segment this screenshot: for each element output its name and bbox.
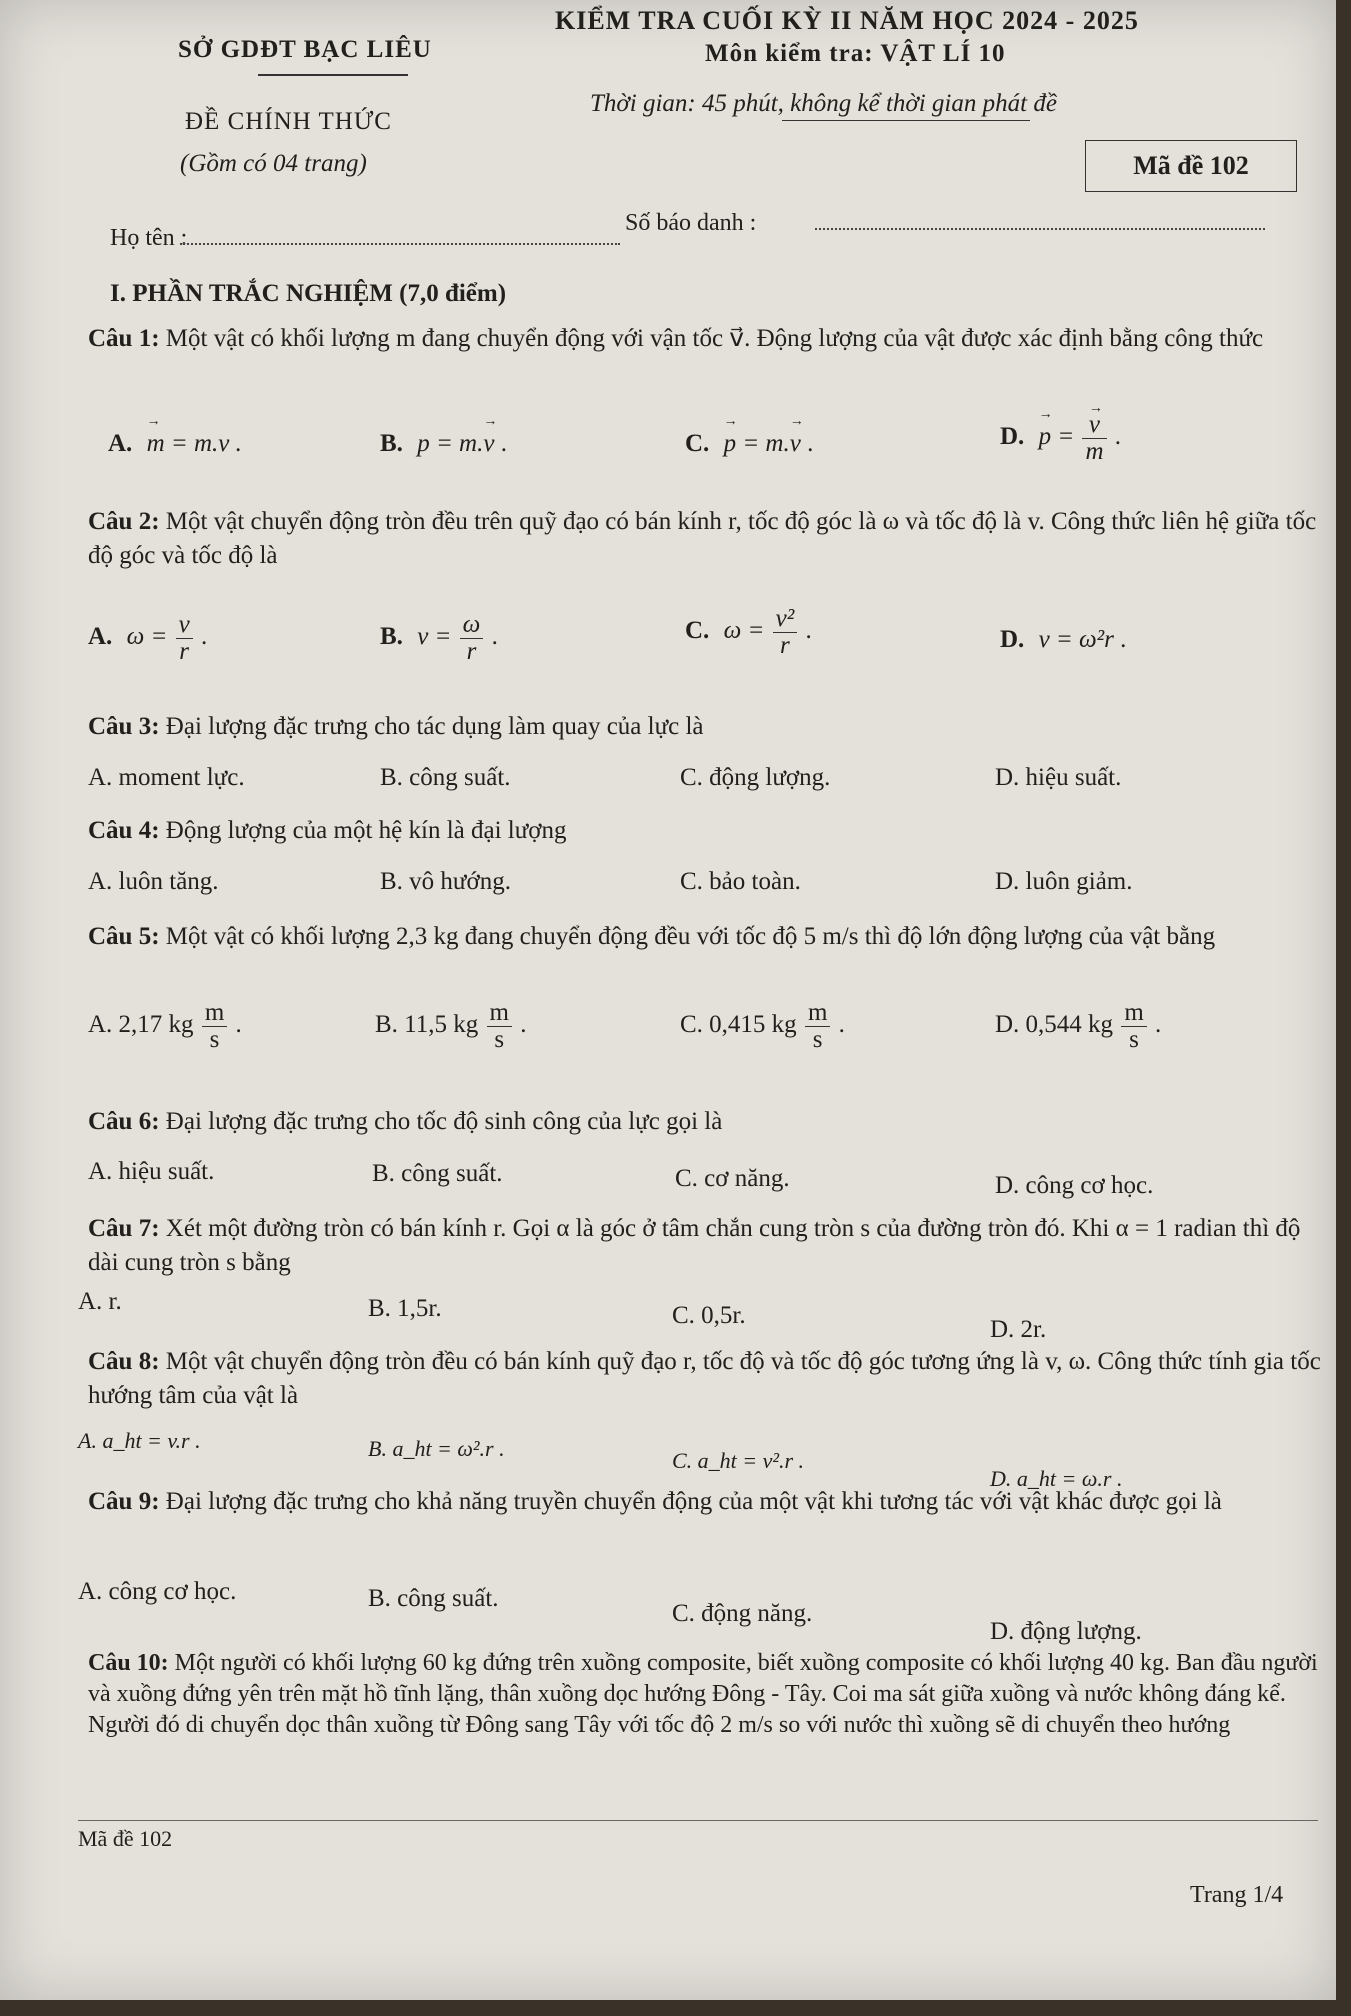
option-value: D. 0,544 kg: [995, 1011, 1114, 1039]
candidate-number-label: Số báo danh :: [625, 210, 757, 236]
q3-option-a[interactable]: A. moment lực.: [88, 764, 245, 791]
q4-option-c[interactable]: C. bảo toàn.: [680, 868, 801, 895]
question-label: Câu 2:: [88, 508, 160, 535]
question-label: Câu 3:: [88, 713, 160, 740]
q3-option-d[interactable]: D. hiệu suất.: [995, 764, 1122, 791]
page-count: (Gồm có 04 trang): [180, 150, 367, 177]
q2-option-b[interactable]: B. v = $\frac{\omega}{r}$ .: [380, 611, 498, 665]
q6-option-d[interactable]: D. công cơ học.: [995, 1172, 1154, 1199]
question-label: Câu 6:: [88, 1108, 160, 1135]
department-name: SỞ GDĐT BẠC LIÊU: [178, 36, 432, 63]
denominator: r: [179, 638, 190, 665]
velocity-vector: → v: [483, 430, 494, 458]
question-text: Động lượng của một hệ kín là đại lượng: [165, 817, 567, 844]
q1-option-d[interactable]: D. → p = → $\frac{v}{m}$ .: [1000, 412, 1121, 465]
denominator: r: [780, 632, 790, 659]
exam-subject: Môn kiểm tra: VẬT LÍ 10: [705, 40, 1006, 67]
question-label: Câu 7:: [88, 1215, 160, 1242]
question-text: Một người có khối lượng 60 kg đứng trên xuồng composite, biết xuồng composite có khối lượng 40 kg. Ban đầu người và xuồng đứng yên trên mặt hồ tĩnh lặng, thân xuồng dọc hướng Đông - Tây. Coi ma sát giữa xuồng và nước không đáng kể. Người đó di chuyển dọc thân xuồng từ Đông sang Tây với tốc độ 2 m/s so với nước thì xuồng sẽ di chuyển theo hướng: [88, 1650, 1318, 1738]
name-field: [180, 243, 620, 245]
exam-code-box: [1085, 140, 1297, 192]
q9-option-d[interactable]: D. động lượng.: [990, 1618, 1142, 1645]
question-5: [88, 920, 1333, 954]
option-value: C. 0,415 kg: [680, 1011, 797, 1039]
q8-option-b[interactable]: B. a_ht = ω².r .: [368, 1436, 505, 1461]
option-label: C.: [685, 430, 710, 457]
option-label: A.: [88, 623, 113, 651]
q1-option-c[interactable]: C. → p = m.→ v .: [685, 430, 813, 458]
q6-option-c[interactable]: C. cơ năng.: [675, 1165, 790, 1192]
q7-option-b[interactable]: B. 1,5r.: [368, 1295, 442, 1322]
question-text: Một vật chuyển động tròn đều trên quỹ đạo có bán kính r, tốc độ góc là ω và tốc độ là v. Công thức liên hệ giữa tốc độ góc và tốc độ là: [88, 508, 1317, 569]
numerator: m: [805, 1000, 830, 1027]
exam-title: KIỂM TRA CUỐI KỲ II NĂM HỌC 2024 - 2025: [555, 6, 1139, 35]
question-6: [88, 1105, 1333, 1139]
option-label: D.: [1000, 626, 1025, 653]
question-2: [88, 505, 1333, 573]
question-text: Đại lượng đặc trưng cho tác dụng làm quay của lực là: [165, 713, 704, 740]
q2-option-c[interactable]: C. ω = $\frac{\text{v²}}{r}$ .: [685, 605, 812, 659]
numerator: m: [1121, 1000, 1146, 1027]
question-7: [88, 1212, 1333, 1280]
question-label: Câu 4:: [88, 817, 160, 844]
question-9: [88, 1485, 1333, 1519]
question-text: Xét một đường tròn có bán kính r. Gọi α là góc ở tâm chắn cung tròn s của đường tròn đó. Khi α = 1 radian thì độ dài cung tròn s bằng: [88, 1215, 1301, 1276]
option-value: B. 11,5 kg: [375, 1011, 479, 1039]
section-title: I. PHẦN TRẮC NGHIỆM (7,0 điểm): [110, 280, 507, 307]
q8-option-d[interactable]: D. a_ht = ω.r .: [990, 1466, 1123, 1491]
q5-option-a[interactable]: A. 2,17 kg $\frac{m}{s}$ .: [88, 999, 242, 1053]
q5-option-b[interactable]: B. 11,5 kg $\frac{m}{s}$ .: [375, 999, 527, 1053]
q2-option-d[interactable]: D. v = ω²r .: [1000, 626, 1127, 653]
q8-option-a[interactable]: A. a_ht = v.r .: [78, 1428, 201, 1453]
question-label: Câu 8:: [88, 1348, 160, 1375]
question-label: Câu 5:: [88, 923, 160, 950]
denominator: s: [209, 1026, 220, 1053]
q7-option-d[interactable]: D. 2r.: [990, 1316, 1047, 1343]
exam-time: Thời gian: 45 phút, không kể thời gian phát đề: [590, 90, 1057, 117]
question-label: Câu 1:: [88, 325, 160, 352]
option-label: A.: [108, 430, 133, 457]
question-text: Một vật có khối lượng 2,3 kg đang chuyển động đều với tốc độ 5 m/s thì độ lớn động lượng của vật bằng: [165, 923, 1216, 950]
q3-option-b[interactable]: B. công suất.: [380, 764, 511, 791]
footer-divider: [78, 1820, 1318, 1821]
q5-option-d[interactable]: D. 0,544 kg $\frac{m}{s}$ .: [995, 999, 1162, 1053]
formula: ω²r: [1079, 626, 1114, 653]
time-underline: [782, 120, 1030, 121]
department-underline: [258, 74, 408, 76]
denominator: m: [1085, 438, 1104, 465]
question-8: [88, 1345, 1333, 1413]
momentum-vector: → m: [147, 430, 165, 458]
official-label: ĐỀ CHÍNH THỨC: [185, 108, 392, 135]
q6-option-a[interactable]: A. hiệu suất.: [88, 1158, 215, 1185]
q6-option-b[interactable]: B. công suất.: [372, 1160, 503, 1187]
question-text: Một vật có khối lượng m đang chuyển động với vận tốc v⃗. Động lượng của vật được xác định bằng công thức: [165, 325, 1264, 352]
q3-option-c[interactable]: C. động lượng.: [680, 764, 831, 791]
question-text: Đại lượng đặc trưng cho tốc độ sinh công của lực gọi là: [165, 1108, 723, 1135]
q9-option-a[interactable]: A. công cơ học.: [78, 1578, 237, 1605]
denominator: s: [1129, 1026, 1139, 1053]
question-10: [88, 1648, 1333, 1741]
q4-option-d[interactable]: D. luôn giảm.: [995, 868, 1133, 895]
option-label: C.: [685, 617, 710, 645]
numerator: v: [176, 612, 193, 639]
numerator: m: [487, 1000, 512, 1027]
numerator: v²: [773, 606, 798, 633]
denominator: s: [812, 1026, 823, 1053]
q8-option-c[interactable]: C. a_ht = v².r .: [672, 1448, 805, 1473]
option-label: D.: [1000, 423, 1025, 451]
question-3: [88, 710, 1333, 744]
q1-option-b[interactable]: B. p = m.→ v .: [380, 430, 507, 458]
numerator: ω: [460, 612, 484, 639]
q9-option-b[interactable]: B. công suất.: [368, 1585, 499, 1612]
q1-option-a[interactable]: A. → m = m.v .: [108, 430, 242, 458]
q7-option-c[interactable]: C. 0,5r.: [672, 1302, 746, 1329]
question-label: Câu 9:: [88, 1488, 160, 1515]
option-label: B.: [380, 623, 403, 651]
q9-option-c[interactable]: C. động năng.: [672, 1600, 813, 1627]
q5-option-c[interactable]: C. 0,415 kg $\frac{m}{s}$ .: [680, 999, 845, 1053]
candidate-number-field: [815, 228, 1265, 230]
denominator: s: [494, 1026, 505, 1053]
exam-code: Mã đề 102: [1133, 151, 1249, 180]
question-4: [88, 814, 1333, 848]
footer-exam-code: Mã đề 102: [78, 1826, 173, 1851]
question-1: [88, 322, 1333, 356]
q4-option-a[interactable]: A. luôn tăng.: [88, 868, 219, 895]
q4-option-b[interactable]: B. vô hướng.: [380, 868, 511, 895]
name-label: Họ tên :: [110, 225, 188, 251]
page-number: Trang 1/4: [1190, 1882, 1284, 1908]
option-label: B.: [380, 430, 403, 457]
option-value: A. 2,17 kg: [88, 1011, 194, 1039]
q7-option-a[interactable]: A. r.: [78, 1288, 122, 1315]
question-text: Một vật chuyển động tròn đều có bán kính quỹ đạo r, tốc độ và tốc độ góc tương ứng là v, ω. Công thức tính gia tốc hướng tâm của vật là: [88, 1348, 1321, 1409]
question-text: Đại lượng đặc trưng cho khả năng truyền chuyển động của một vật khi tương tác với vật khác được gọi là: [165, 1488, 1222, 1515]
q2-option-a[interactable]: A. ω = $\frac{v}{r}$ .: [88, 611, 208, 665]
question-label: Câu 10:: [88, 1650, 169, 1676]
numerator: m: [202, 1000, 227, 1027]
denominator: r: [466, 638, 477, 665]
